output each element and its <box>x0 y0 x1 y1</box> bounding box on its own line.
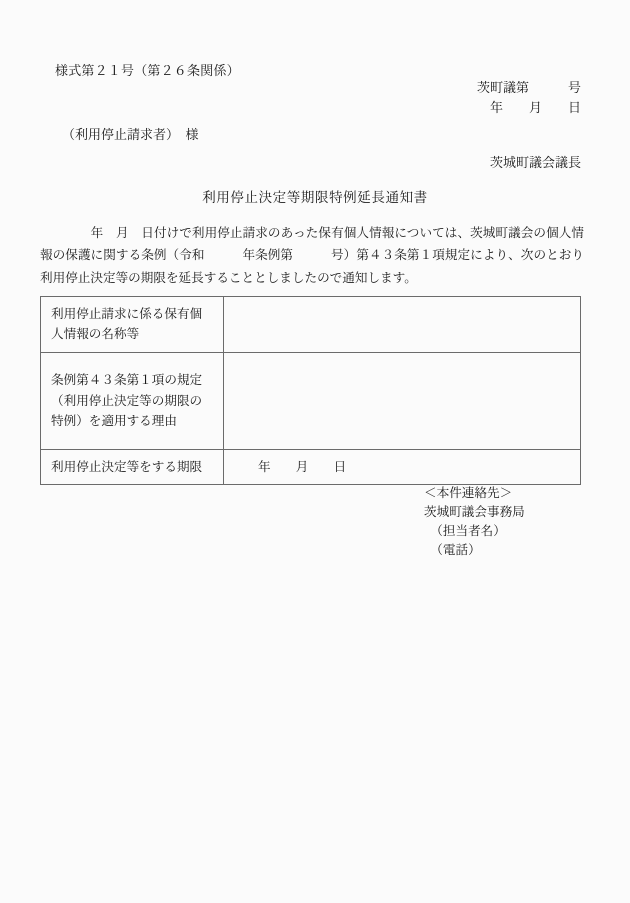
row-label-reason-for-extension: 条例第４３条第１項の規定 （利用停止決定等の期限の 特例）を適用する理由 <box>41 352 224 449</box>
document-number: 茨町議第 号 <box>476 80 581 95</box>
table-row <box>41 297 581 353</box>
document-number-block <box>477 78 581 118</box>
notification-table <box>40 296 581 485</box>
contact-phone: （電話） <box>424 543 481 558</box>
issuer-name: 茨城町議会議長 <box>489 155 581 170</box>
addressee: （利用停止請求者） 様 <box>62 127 199 142</box>
row-value-subject-information[interactable] <box>224 297 581 353</box>
row-label-decision-deadline: 利用停止決定等をする期限 <box>41 449 224 484</box>
contact-person: （担当者名） <box>424 524 506 539</box>
contact-block <box>424 484 525 561</box>
page-title: 利用停止決定等期限特例延長通知書 <box>202 190 428 205</box>
body-paragraph: 年 月 日付けで利用停止請求のあった保有個人情報については、茨城町議会の個人情報の保護に関する条例（令和 年条例第 号）第４３条第１項規定により、次のとおり利用停止決定等の期限を延長することとしましたので通知します。 <box>40 226 584 285</box>
form-number: 様式第２１号（第２６条関係） <box>55 63 240 78</box>
contact-heading: ＜本件連絡先＞ <box>424 486 513 500</box>
row-value-reason-for-extension[interactable] <box>224 352 581 449</box>
table-row <box>41 352 581 449</box>
table-row <box>41 449 581 484</box>
row-value-decision-deadline[interactable]: 年 月 日 <box>224 449 581 484</box>
contact-office: 茨城町議会事務局 <box>424 505 525 520</box>
row-label-subject-information: 利用停止請求に係る保有個 人情報の名称等 <box>41 297 224 353</box>
document-date: 年 月 日 <box>476 100 581 116</box>
